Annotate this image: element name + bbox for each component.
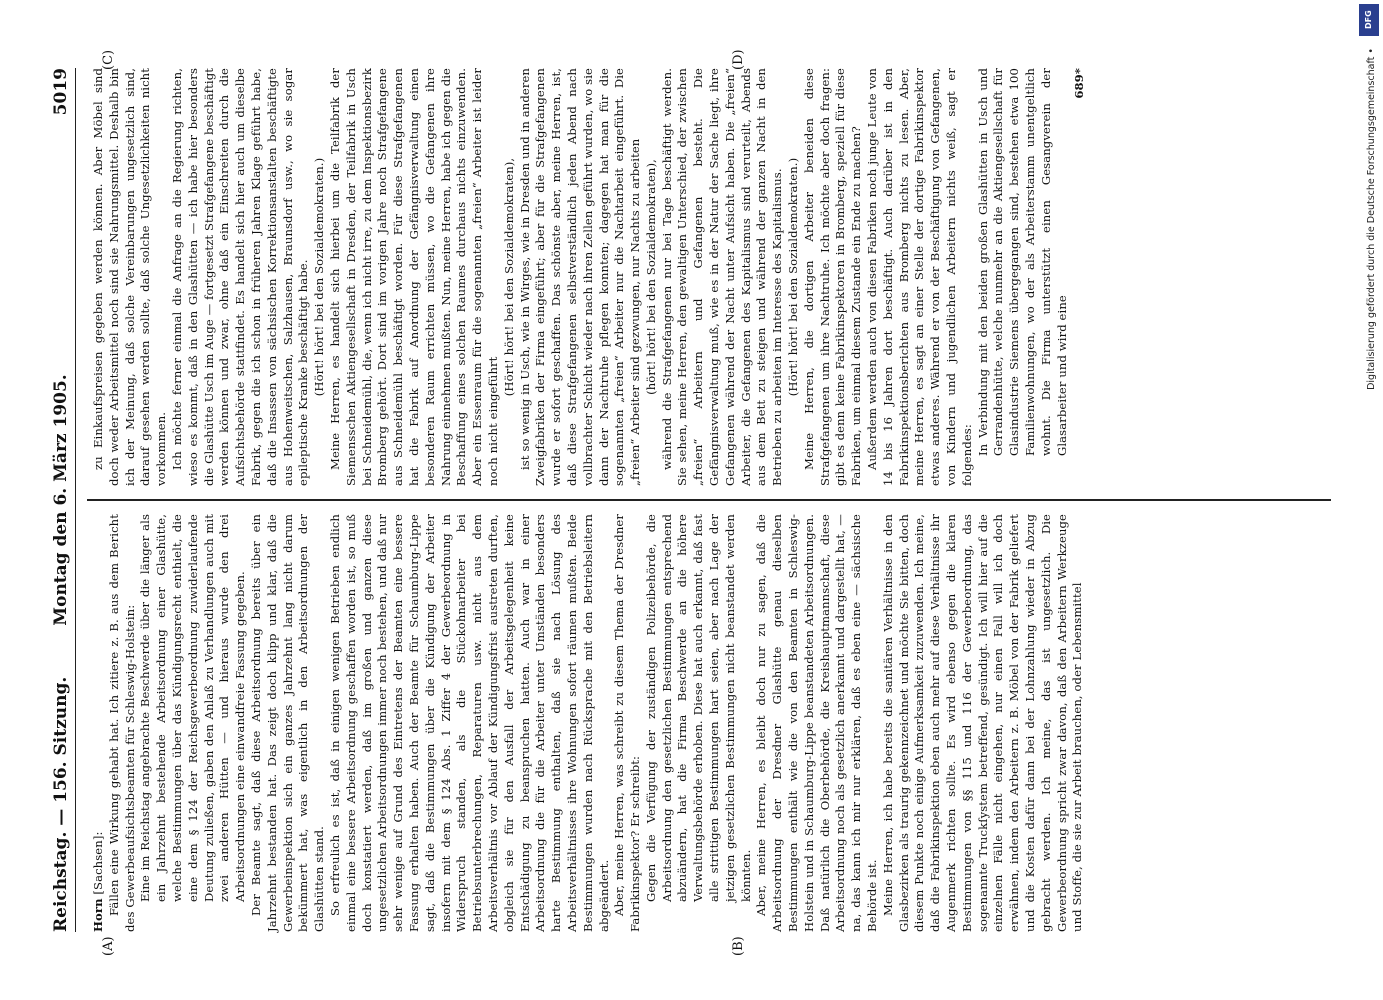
paragraph-text: Außerdem werden auch von diesen Fabriken noch junge Leute von 14 bis 16 Jahren dort beschäftigt. Auch darüber ist in den Fabrikinspektionsberichten aus Bromberg nichts zu lesen. Aber, meine Herren, es sagt an einer Stelle der dortige Fabrikinspektor etwas anderes. Während er von der Beschäftigung von Gefangenen, von Kindern und jugendlichen Arbeitern nichts weiß, sagt er folgendes: [865, 68, 974, 486]
paragraph-text: So erfreulich es ist, daß in einigen wenigen Betrieben endlich einmal eine bessere Arbeitsordnung geschaffen worden ist, so muß doch konstatiert werden, daß im großen und ganzen diese ungesetzlichen Arbeitsordnungen immer noch bestehen, und daß nur sehr wenige auf Grund des Eintretens der Beamten eine bessere Fassung erhalten haben. Auch der Beamte für Schaumburg-Lippe sagt, daß die Bestimmungen über die Kündigung der Arbeiter insofern mit dem § 124 Abs. 1 Ziffer 4 der Gewerbeordnung in Widerspruch standen, als die Stückohnarbeiter bei Betriebsunterbrechungen, Reparaturen usw. nicht aus dem Arbeitsverhältnis vor Ablauf der Kündigungsfrist austreten durften, obgleich sie für den Ausfall der Arbeitsgelegenheit keine Entschädigung zu beanspruchen hatten. Auch war in einer Arbeitsordnung die für die Arbeiter unter Umständen besonders harte Bestimmung enthalten, daß sie nach Lösung des Arbeitsverhältnisses ihre Wohnungen sofort räumen mußten. Beide Bestimmungen wurden nach Rücksprache mit den Betriebsleitern abgeändert. [327, 514, 611, 932]
paragraph-text: [Sachsen]: [91, 831, 105, 899]
paragraph [802, 68, 865, 486]
paragraph-text: (Hört! hört! bei den Sozialdemokraten), [501, 157, 516, 397]
document-page [31, 40, 1351, 960]
paragraph-text: zu Einkaufspreisen gegeben werden können. Aber Möbel sind doch weder Arbeitsmittel noch sind sie Nahrungsmittel. Deshalb bin ich der Meinung, daß solche Vereinbarungen ungesetzlich sind, darauf gesehen werden sollte, daß solche Ungesetzlichkeiten nicht vorkommen. [91, 68, 169, 486]
paragraph [976, 68, 1071, 486]
paragraph-text: während die Strafgefangenen nur bei Tage beschäftigt werden. Sie sehen, meine Herren, den gewaltigen Unterschied, der zwischen „freien“ Arbeitern und Gefangenen besteht. Die Gefängnisverwaltung muß, wie es in der Natur der Sache liegt, ihre Gefangenen während der Nacht unter Aufsicht haben. Die „freien“ Arbeiter, die Gefangenen des Kapitalismus sind verurteilt, Abends aus dem Bett zu steigen und während der ganzen Nacht in den Betrieben zu arbeiten im Interesse des Kapitalismus. [659, 68, 785, 486]
header-session: Reichstag. — 156. Sitzung. [51, 676, 71, 932]
paragraph [786, 68, 802, 486]
header-page-number: 5019 [51, 68, 71, 116]
paragraph [754, 514, 880, 932]
paragraph-text: Meine Herren, es handelt sich hierbei um die Teilfabrik der Siemensschen Aktiengesellschaft in Dresden, der Teilfabrik in Usch bei Schneidemühl, die, wenn ich nicht irre, zu dem Inspektionsbezirk Bromberg gehört. Dort sind im vorigen Jahre noch Strafgefangene aus Schneidemühl beschäftigt worden. Für diese Strafgefangenen hat die Fabrik auf Anordnung der Gefängnisverwaltung einen besonderen Raum errichten müssen, wo die Gefangenen ihre Nahrung einnehmen mußten. Nun, meine Herren, habe ich gegen die Beschaffung eines solchen Raumes durchaus nichts einzuwenden. Aber ein Essenraum für die sogenannten „freien“ Arbeiter ist leider noch nicht eingeführt [327, 68, 500, 486]
paragraph [881, 514, 1086, 932]
paragraph [91, 514, 107, 932]
paragraph-text: Aber, meine Herren, was schreibt zu diesem Thema der Dresdner Fabrikinspektor? Er schreibt: [612, 514, 643, 932]
paragraph-text: (hört! hört! bei den Sozialdemokraten), [643, 159, 658, 395]
paragraph-text: Der Beamte sagt, daß diese Arbeitsordnung bereits über ein Jahrzehnt bestanden hat. Das zeigt doch klipp und klar, daß die Gewerbeinspektion sich ein ganzes Jahrzehnt lang nicht darum bekümmert hat, was eigentlich in den Arbeitsordnungen der Glashütten stand. [248, 514, 327, 932]
paragraph [644, 514, 755, 932]
paragraph [107, 514, 139, 932]
paragraph [328, 68, 502, 486]
paragraph [865, 68, 976, 486]
paragraph [644, 68, 660, 486]
margin-mark-a: (A) [101, 936, 116, 956]
speaker-name: Horn [91, 898, 105, 932]
paragraph [660, 68, 786, 486]
margin-mark-b: (B) [731, 936, 746, 956]
paragraph-text: Fällen eine Wirkung gehabt hat. Ich zitiere z. B. aus dem Bericht des Gewerbeaufsichtsbeamten für Schleswig-Holstein: [106, 514, 137, 932]
paragraph [249, 514, 328, 932]
paragraph [518, 68, 644, 486]
paragraph [502, 68, 518, 486]
paragraph-text: Eine im Reichstag angebrachte Beschwerde über die länger als ein Jahrzehnt bestehende Arbeitsordnung einer Glashütte, welche Bestimmungen über das Kündigungsrecht enthielt, die eine dem § 124 der Reichsgewerbeordnung zuwiderlaufende Deutung zuließen, gaben den Anlaß zu Verhandlungen auch mit zwei anderen Hütten — und hieraus wurde den drei Arbeitsordnungen eine einwandfreie Fassung gegeben. [138, 514, 248, 902]
paragraph-text: (Hört! hört! bei den Sozialdemokraten.) [312, 157, 327, 397]
margin-mark-d: (D) [731, 49, 746, 70]
left-column [91, 514, 1323, 932]
page-header [45, 68, 76, 932]
margin-mark-c: (C) [101, 49, 116, 70]
paragraph-text: Gegen die Verfügung der zuständigen Polizeibehörde, die Arbeitsordnung den gesetzlichen Bestimmungen entsprechend abzuändern, hat die Firma Beschwerde an die höhere Verwaltungsbehörde erhoben. Diese hat auch erkannt, daß fast alle strittigen Bestimmungen hart seien, aber nach Lage der jetzigen gesetzlichen Bestimmungen nicht beanstandet werden könnten. [643, 514, 753, 902]
paragraph [170, 68, 312, 486]
paragraph-text: (Hört! hört! bei den Sozialdemokraten.) [786, 157, 801, 397]
page-footer-number: 689* [1072, 68, 1087, 99]
paragraph [612, 514, 644, 932]
paragraph-text: Meine Herren, ich habe bereits die sanitären Verhältnisse in den Glasbezirken als traurig gekennzeichnet und möchte Sie bitten, doch diesem Punkte noch einige Aufmerksamkeit zuzuwenden. Ich meine, daß die Fabrikinspektion eben auch mehr auf diese Verhältnisse ihr Augenmerk richten sollte. Es wird ebenso gegen die klaren Bestimmungen von §§ 115 und 116 der Gewerbeordnung, das sogenannte Truckſystem betreffend, gesündigt. Ich will hier auf die einzelnen Fälle nicht eingehen, nur einen Fall will ich doch erwähnen, indem den Arbeitern z. B. Möbel von der Fabrik geliefert und die Kosten dafür dann bei der Lohnzahlung wieder in Abzug gebracht werden. Ich meine, das ist ungesetzlich. Die Gewerbeordnung spricht zwar davon, daß den Arbeitern Werkzeuge und Stoffe, die sie zur Arbeit brauchen, oder Lebensmittel [880, 514, 1085, 932]
paragraph [312, 68, 328, 486]
header-date: Montag den 6. März 1905. [51, 374, 71, 626]
column-divider [87, 499, 1331, 501]
paragraph [328, 514, 612, 932]
paragraph-text: Ich möchte ferner einmal die Anfrage an die Regierung richten, wieso es kommt, daß in den Glashütten — ich habe hier besonders die Glashütte Usch im Auge — fortgesetzt Strafgefangene beschäftigt werden können und zwar, ohne daß ein Einschreiten durch die Aufsichtsbehörde stattfindet. Es handelt sich hier auch um dieselbe Fabrik, gegen die ich schon in früheren Jahren Klage geführt habe, daß die Insassen von sächsischen Korrektionsanstalten beschäftigte aus Hohenweitschen, Salzhausen, Braunsdorf usw., wo sie sogar epileptische Kranke beschäftigt habe. [169, 68, 311, 486]
paragraph-text: Aber, meine Herren, es bleibt doch nur zu sagen, daß die Arbeitsordnung der Dresdner Glashütte genau dieselben Bestimmungen enthält wie die von den Beamten in Schleswig-Holstein und in Schaumburg-Lippe beanstandeten Arbeitsordnungen. Daß natürlich die Oberbehörde, die Kreishauptmannschaft, diese Arbeitsordnung noch als gesetzlich anerkannt und dargestellt hat, — na, das kann ich mir nur erklären, daß es eben eine — sächsische Behörde ist. [754, 514, 880, 932]
digitization-credit: Digitalisierung gefördert durch die Deutsche Forschungsgemeinschaft • [1366, 48, 1377, 390]
dfg-logo: DFG [1359, 4, 1379, 36]
paragraph [138, 514, 249, 932]
right-column [91, 68, 1323, 486]
paragraph-text: ist so wenig in Usch, wie in Wirges, wie in Dresden und in anderen Zweigfabriken der Firma eingeführt; aber für die Strafgefangenen wurde er sofort geschaffen. Das schönste aber, meine Herren, ist, daß diese Strafgefangenen selbstverständlich jeden Abend nach vollbrachter Schicht wieder nach ihren Zellen geführt wurden, wo sie dann der Nachtruhe pflegen konnten; dagegen hat man für die sogenannten „freien“ Arbeiter nur die Nachtarbeit eingeführt. Die „freien“ Arbeiter sind gezwungen, nur Nachts zu arbeiten [517, 68, 643, 486]
paragraph [91, 68, 170, 486]
paragraph-text: Meine Herren, die dortigen Arbeiter beneiden diese Strafgefangenen um ihre Nachtruhe. Ich möchte aber doch fragen: gibt es denn keine Fabrikinspektoren in Bromberg, speziell für diese Fabriken, um einmal diesem Zustande ein Ende zu machen? [801, 68, 864, 486]
paragraph-text: In Verbindung mit den beiden großen Glashütten in Usch und Gerrandenhütte, welche nunmehr an die Aktiengesellschaft für Glasindustrie Siemens übergegangen sind, bestehen etwa 100 Familienwohnungen, wo der als Arbeiterstamm unentgeltlich wohnt. Die Firma unterstützt einen Gesangverein der Glasarbeiter und wird eine [975, 68, 1069, 456]
